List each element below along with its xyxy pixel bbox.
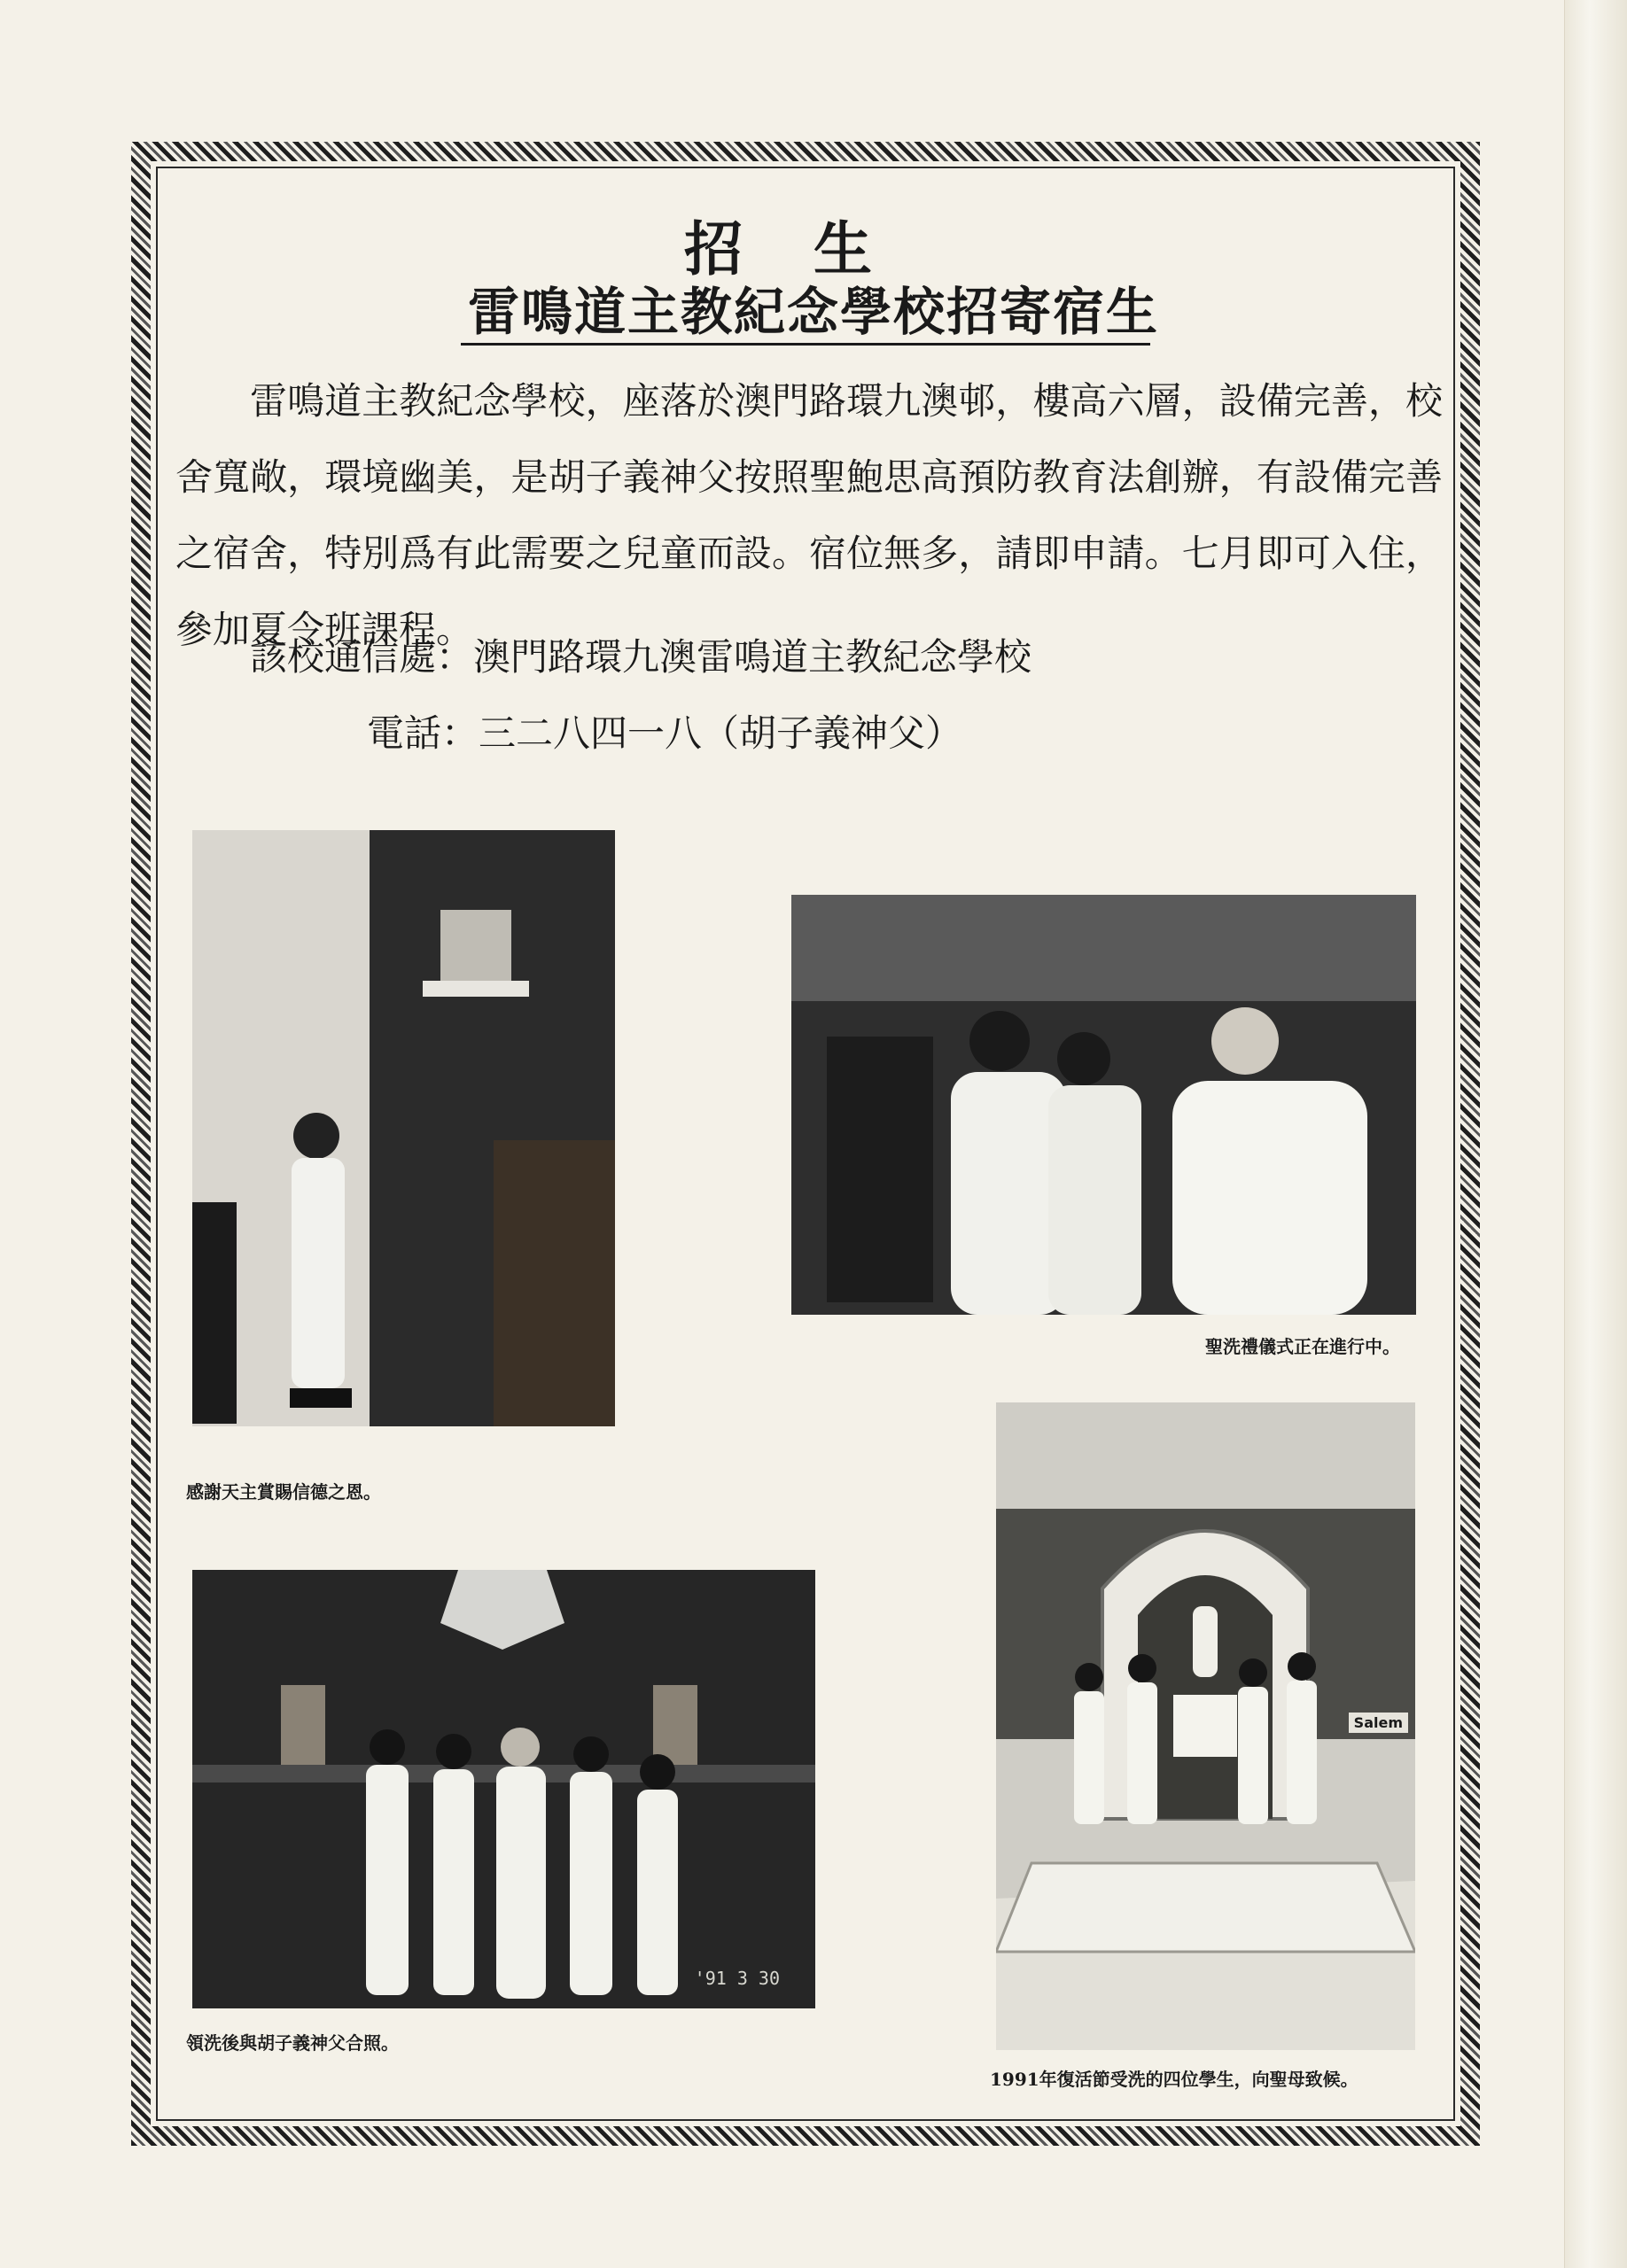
photo-marian-grotto xyxy=(996,1402,1415,2050)
photo-caption-1: 感謝天主賞賜信德之恩。 xyxy=(186,1481,381,1503)
photo-group-with-priest xyxy=(192,1570,815,2008)
body-paragraph: 雷鳴道主教紀念學校，座落於澳門路環九澳邨，樓高六層，設備完善，校舍寬敞，環境幽美，是胡子義神父按照聖鮑思高預防教育法創辦，有設備完善之宿舍，特別爲有此需要之兒童而設。宿位無多，請即申請。七月即可入住，參加夏令班課程。 xyxy=(175,379,1443,651)
photo-boy-praying-drawing xyxy=(192,830,615,1426)
photo-caption-2: 聖洗禮儀式正在進行中。 xyxy=(1205,1336,1400,1357)
photo-baptism-drawing xyxy=(791,895,1416,1315)
page-subtitle: 雷鳴道主教紀念學校招寄宿生 xyxy=(467,282,1159,342)
photo-date-stamp: '91 3 30 xyxy=(694,1968,780,1989)
contact-phone: 電話：三二八四一八（胡子義神父） xyxy=(367,711,963,755)
photo-baptism-ceremony xyxy=(791,895,1416,1315)
photo-boy-praying xyxy=(192,830,615,1426)
photo-group-drawing xyxy=(192,1570,815,2008)
contact-address: 該校通信處：澳門路環九澳雷鳴道主教紀念學校 xyxy=(250,635,1032,679)
photo-caption-4: 1991年復活節受洗的四位學生，向聖母致候。 xyxy=(990,2069,1358,2090)
photo-caption-3: 領洗後與胡子義神父合照。 xyxy=(186,2032,399,2054)
page-title: 招生 xyxy=(684,214,943,284)
title-underline xyxy=(461,343,1150,346)
salem-sign: Salem xyxy=(1349,1713,1408,1733)
